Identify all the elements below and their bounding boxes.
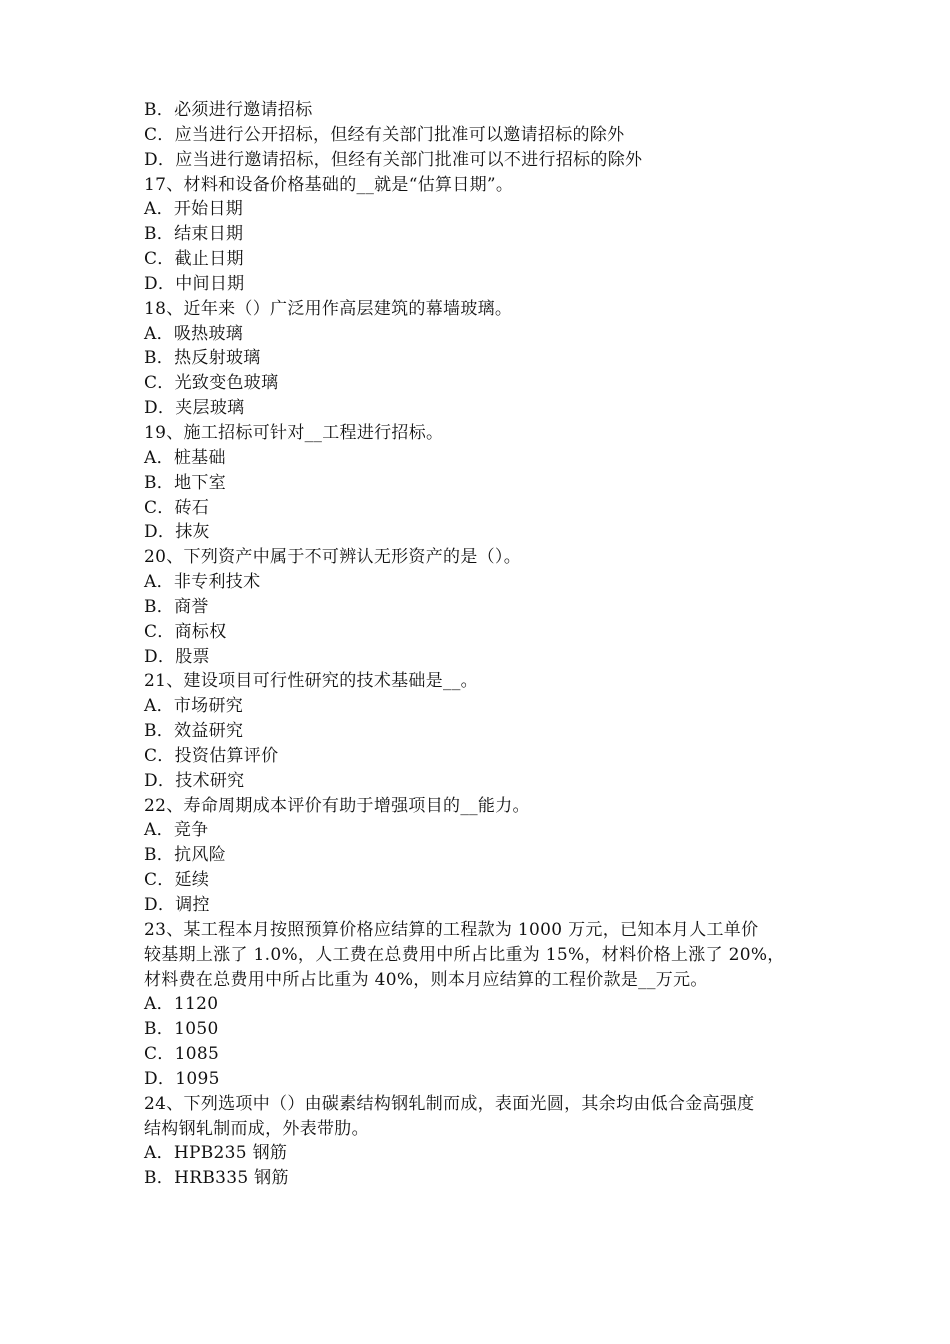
option-a: A．市场研究: [144, 696, 244, 717]
option-d: D．技术研究: [144, 770, 245, 791]
question-22: 22、寿命周期成本评价有助于增强项目的__能力。: [144, 795, 530, 816]
option-b: B．热反射玻璃: [144, 348, 261, 369]
question-23: 23、某工程本月按照预算价格应结算的工程款为 1000 万元，已知本月人工单价: [144, 919, 759, 940]
question-24-cont: 结构钢轧制而成，外表带肋。: [144, 1118, 369, 1139]
text-line: D．应当进行邀请招标，但经有关部门批准可以不进行招标的除外: [144, 149, 643, 170]
question-21: 21、建设项目可行性研究的技术基础是__。: [144, 671, 478, 692]
text-line: B．必须进行邀请招标: [144, 100, 313, 120]
question-19: 19、施工招标可针对__工程进行招标。: [144, 422, 444, 443]
option-b: B．效益研究: [144, 721, 244, 742]
option-c: C．1085: [144, 1044, 220, 1065]
option-b: B．商誉: [144, 596, 209, 617]
option-a: A．非专利技术: [144, 572, 261, 593]
question-23-cont: 材料费在总费用中所占比重为 40%，则本月应结算的工程价款是__万元。: [144, 969, 708, 990]
document-page: [144, 98, 824, 1191]
option-a: A．桩基础: [144, 447, 226, 468]
option-b: B．1050: [144, 1019, 219, 1040]
question-17: 17、材料和设备价格基础的__就是“估算日期”。: [144, 174, 514, 195]
option-a: A．吸热玻璃: [144, 323, 244, 344]
option-d: D．调控: [144, 895, 210, 915]
option-b: B．HRB335 钢筋: [144, 1168, 289, 1189]
option-d: D．抹灰: [144, 522, 210, 543]
option-d: D．中间日期: [144, 273, 245, 294]
option-a: A．开始日期: [144, 199, 244, 220]
question-24: 24、下列选项中（）由碳素结构钢轧制而成，表面光圆，其余均由低合金高强度: [144, 1093, 755, 1114]
option-b: B．抗风险: [144, 845, 226, 866]
question-20: 20、下列资产中属于不可辨认无形资产的是（）。: [144, 547, 522, 568]
option-c: C．投资估算评价: [144, 745, 279, 766]
option-a: A．1120: [144, 994, 219, 1015]
option-b: B．地下室: [144, 472, 226, 493]
option-c: C．截止日期: [144, 249, 244, 270]
option-c: C．延续: [144, 870, 210, 891]
question-18: 18、近年来（）广泛用作高层建筑的幕墙玻璃。: [144, 298, 513, 319]
option-d: D．1095: [144, 1068, 220, 1089]
option-c: C．光致变色玻璃: [144, 373, 279, 394]
option-b: B．结束日期: [144, 224, 244, 245]
option-c: C．砖石: [144, 497, 210, 518]
text-line: C．应当进行公开招标，但经有关部门批准可以邀请招标的除外: [144, 124, 625, 145]
option-d: D．夹层玻璃: [144, 398, 245, 419]
option-c: C．商标权: [144, 621, 227, 642]
question-23-cont: 较基期上涨了 1.0%，人工费在总费用中所占比重为 15%，材料价格上涨了 20%，: [144, 944, 785, 965]
option-a: A．竞争: [144, 820, 209, 841]
option-d: D．股票: [144, 646, 210, 667]
option-a: A．HPB235 钢筋: [144, 1143, 288, 1164]
